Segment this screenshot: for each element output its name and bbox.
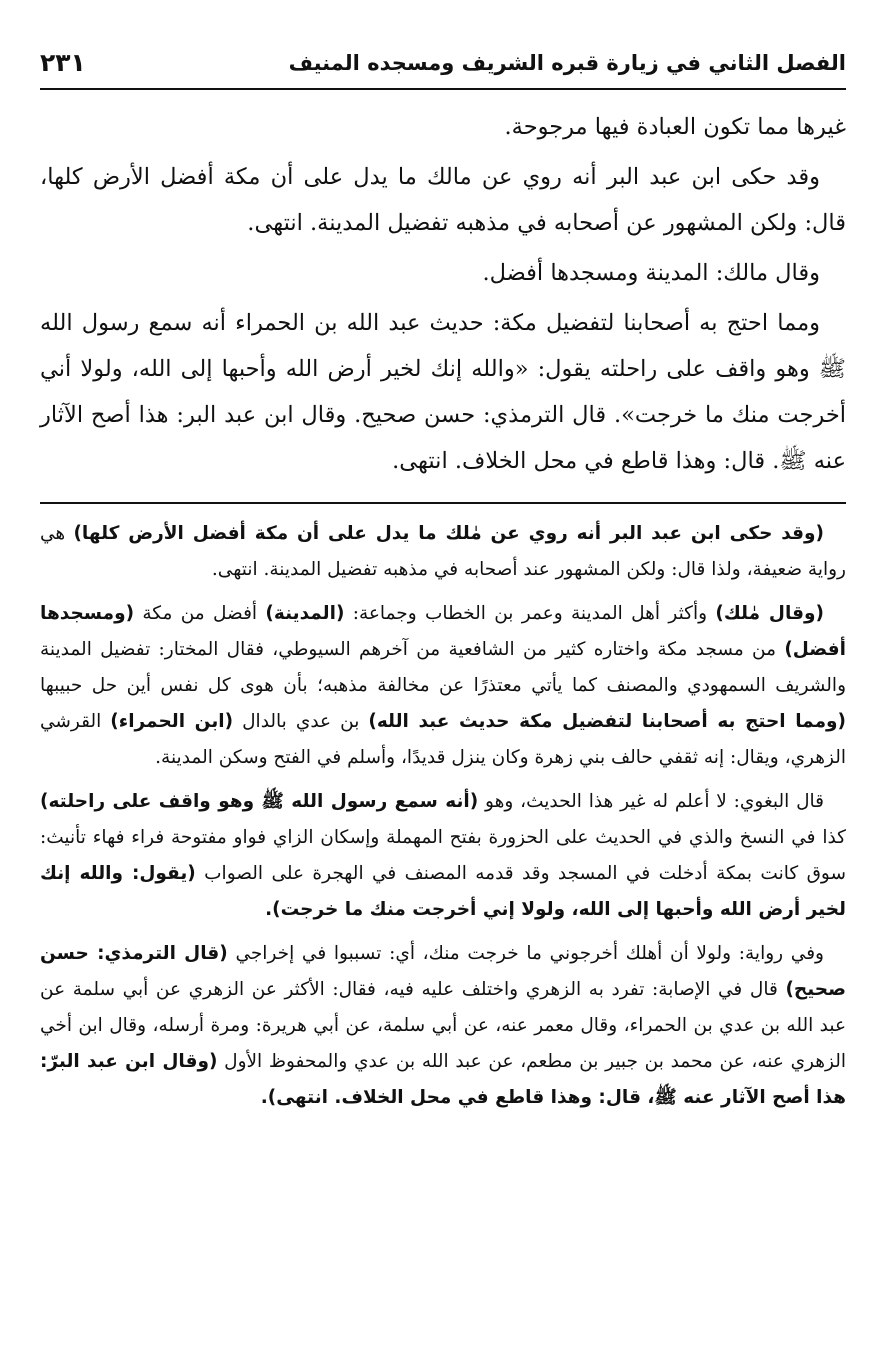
main-paragraph-3: وقال مالك: المدينة ومسجدها أفضل. xyxy=(482,260,820,286)
quoted-text: (وقال مٰلك) xyxy=(715,603,824,624)
quoted-text: (أنه سمع رسول الله ﷺ وهو واقف على راحلته) xyxy=(40,791,479,812)
commentary-text: أفضل من مكة xyxy=(134,603,266,624)
quoted-text: (قال الترمذي: حسن صحيح) xyxy=(40,943,846,1000)
commentary-paragraph-2 xyxy=(40,596,846,776)
quoted-text: (وقد حكى ابن عبد البر أنه روي عن مٰلك ما يدل على أن مكة أفضل الأرض كلها) xyxy=(73,523,824,544)
commentary-paragraph-1 xyxy=(40,516,846,588)
chapter-title: الفصل الثاني في زيارة قبره الشريف ومسجده المنيف xyxy=(288,51,846,75)
commentary xyxy=(40,516,846,1116)
footnote-separator xyxy=(40,502,846,504)
quoted-text: (يقول: والله إنك لخير أرض الله وأحبها إلى الله، ولولا إني أخرجت منك ما خرجت). xyxy=(40,863,846,920)
commentary-text: قال في الإصابة: تفرد به الزهري واختلف عليه فيه، فقال: الأكثر عن الزهري عن أبي سلمة عن عبد الله بن عدي بن الحمراء، وقال معمر عنه، عن أبي سلمة، عن أبي هريرة: ومرة أرسله، وقال ابن أخي الزهري عنه، عن محمد بن جبير بن مطعم، عن عبد الله بن عدي والمحفوظ الأول xyxy=(40,979,847,1072)
commentary-paragraph-4 xyxy=(40,936,846,1116)
page-number: ٢٣١ xyxy=(40,48,86,77)
main-paragraph-2: وقد حكى ابن عبد البر أنه روي عن مالك ما يدل على أن مكة أفضل الأرض كلها، قال: ولكن المشهور عن أصحابه في مذهبه تفضيل المدينة. انتهى. xyxy=(40,164,846,236)
quoted-text: (المدينة) xyxy=(265,603,345,624)
commentary-text: هي رواية ضعيفة، ولذا قال: ولكن المشهور عند أصحابه في مذهبه تفضيل المدينة. انتهى. xyxy=(40,523,846,580)
commentary-paragraph-3 xyxy=(40,784,846,928)
quoted-text: (وقال ابن عبد البرّ: هذا أصح الآثار عنه ﷺ، قال: وهذا قاطع في محل الخلاف. انتهى). xyxy=(40,1051,846,1108)
commentary-text: من مسجد مكة واختاره كثير من الشافعية من آخرهم السيوطي، فقال المختار: تفضيل المدينة والشريف السمهودي والمصنف كما يأتي معتذرًا عن مخالفة مذهبه؛ بأن هوى كل نفس أين حل حبيبها xyxy=(40,639,846,696)
commentary-text: وفي رواية: ولولا أن أهلك أخرجوني ما خرجت منك، أي: تسببوا في إخراجي xyxy=(227,943,824,964)
commentary-text: كذا في النسخ والذي في الحديث على الحزورة بفتح المهملة وإسكان الزاي فواو مفتوحة فراء فهاء تأنيث: سوق كانت بمكة أدخلت في المسجد وقد قدمه المصنف في الهجرة على الصواب xyxy=(40,827,846,884)
commentary-text: بن عدي بالدال xyxy=(233,711,369,732)
quoted-text: (ومسجدها أفضل) xyxy=(40,603,846,660)
main-text xyxy=(40,104,846,484)
commentary-text: قال البغوي: لا أعلم له غير هذا الحديث، وهو xyxy=(478,791,825,812)
quoted-text: (ومما احتج به أصحابنا لتفضيل مكة حديث عبد الله) xyxy=(368,711,846,732)
running-header xyxy=(40,38,846,90)
page xyxy=(40,38,846,1116)
quoted-text: (ابن الحمراء) xyxy=(110,711,234,732)
main-paragraph-4: ومما احتج به أصحابنا لتفضيل مكة: حديث عبد الله بن الحمراء أنه سمع رسول الله ﷺ وهو واقف على راحلته يقول: «والله إنك لخير أرض الله وأحبها إلى الله، ولولا أني أخرجت منك ما خرجت». قال الترمذي: حسن صحيح. وقال ابن عبد البر: هذا أصح الآثار عنه ﷺ. قال: وهذا قاطع في محل الخلاف. انتهى. xyxy=(40,310,846,474)
main-paragraph-1: غيرها مما تكون العبادة فيها مرجوحة. xyxy=(504,114,846,140)
commentary-text: وأكثر أهل المدينة وعمر بن الخطاب وجماعة: xyxy=(344,603,716,624)
commentary-text: القرشي الزهري، ويقال: إنه ثقفي حالف بني زهرة وكان ينزل قديدًا، وأسلم في الفتح وسكن المدينة. xyxy=(40,711,846,768)
